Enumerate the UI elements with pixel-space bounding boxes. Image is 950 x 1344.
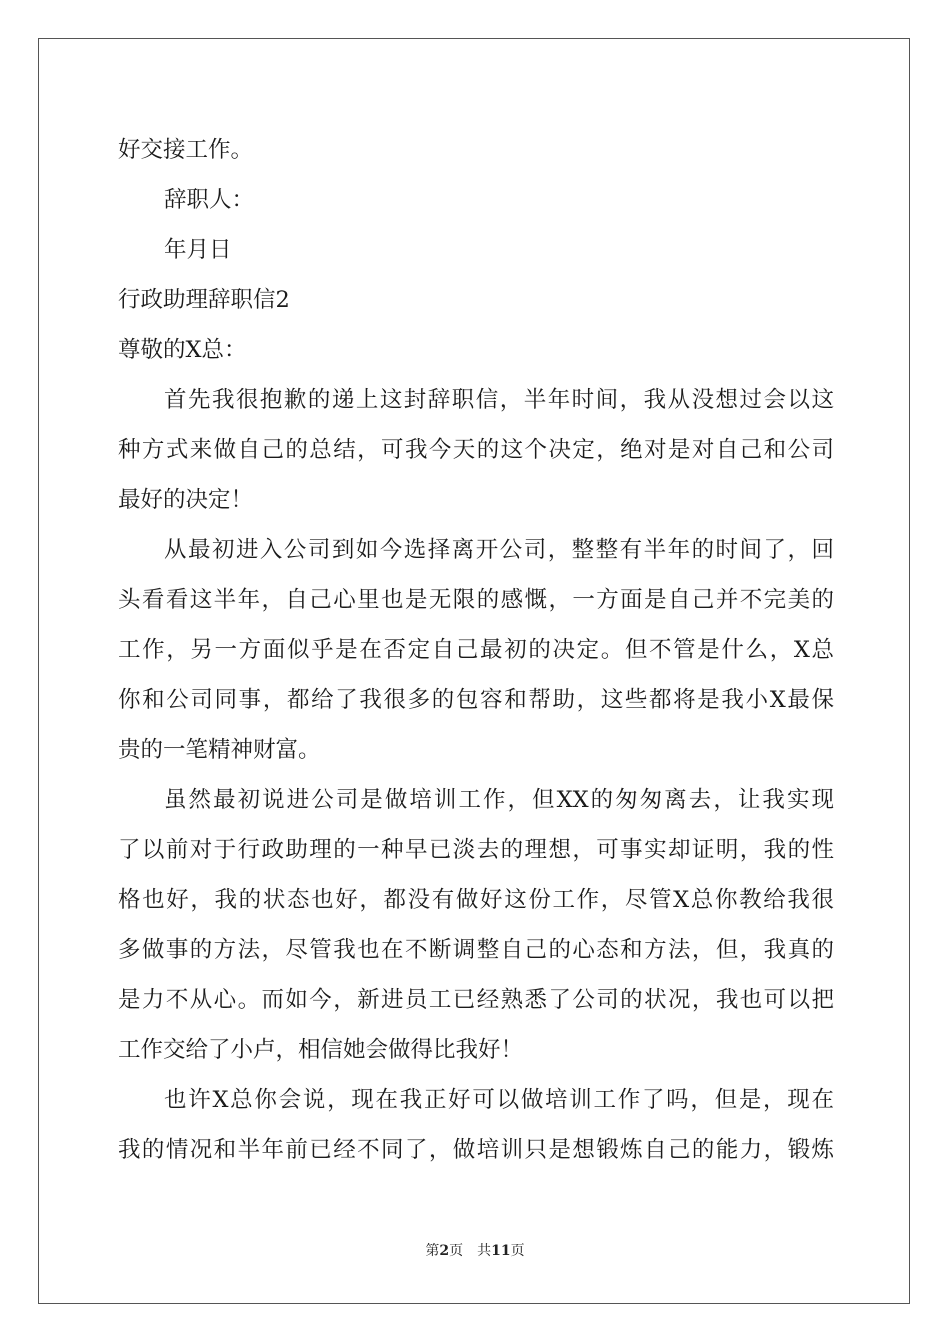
footer-prefix: 第 — [425, 1243, 440, 1259]
text-line: 行政助理辞职信2 — [118, 287, 290, 313]
text-line: 种方式来做自己的总结，可我今天的这个决定，绝对是对自己和公司 — [118, 437, 834, 463]
text-line: 贵的一笔精神财富。 — [118, 737, 321, 763]
text-line: 多做事的方法，尽管我也在不断调整自己的心态和方法，但，我真的 — [118, 937, 834, 963]
text-line: 首先我很抱歉的递上这封辞职信，半年时间，我从没想过会以这 — [164, 387, 834, 413]
text-line: 格也好，我的状态也好，都没有做好这份工作，尽管X总你教给我很 — [118, 887, 834, 913]
footer-page-number: 2 — [439, 1243, 450, 1259]
text-line: 我的情况和半年前已经不同了，做培训只是想锻炼自己的能力，锻炼 — [118, 1137, 834, 1163]
document-body — [118, 125, 834, 1175]
text-line: 你和公司同事，都给了我很多的包容和帮助，这些都将是我小X最保 — [118, 687, 834, 713]
footer-suffix: 页 — [510, 1243, 525, 1259]
text-line: 头看看这半年，自己心里也是无限的感慨，一方面是自己并不完美的 — [118, 587, 834, 613]
text-line: 从最初进入公司到如今选择离开公司，整整有半年的时间了，回 — [164, 537, 834, 563]
text-line: 也许X总你会说，现在我正好可以做培训工作了吗，但是，现在 — [164, 1087, 834, 1113]
text-line: 工作，另一方面似乎是在否定自己最初的决定。但不管是什么，X总 — [118, 637, 834, 663]
text-line: 是力不从心。而如今，新进员工已经熟悉了公司的状况，我也可以把 — [118, 987, 834, 1013]
footer-mid: 页 共 — [449, 1243, 492, 1259]
page-footer — [0, 1240, 950, 1260]
text-line: 最好的决定！ — [118, 487, 254, 513]
text-line: 辞职人： — [164, 187, 255, 213]
footer-total-pages: 11 — [491, 1243, 511, 1259]
text-line: 工作交给了小卢，相信她会做得比我好！ — [118, 1037, 524, 1063]
text-line: 尊敬的X总： — [118, 337, 247, 363]
text-line: 好交接工作。 — [118, 137, 254, 163]
text-line: 了以前对于行政助理的一种早已淡去的理想，可事实却证明，我的性 — [118, 837, 834, 863]
text-line: 虽然最初说进公司是做培训工作，但XX的匆匆离去，让我实现 — [164, 787, 834, 813]
text-line: 年月日 — [164, 237, 232, 263]
